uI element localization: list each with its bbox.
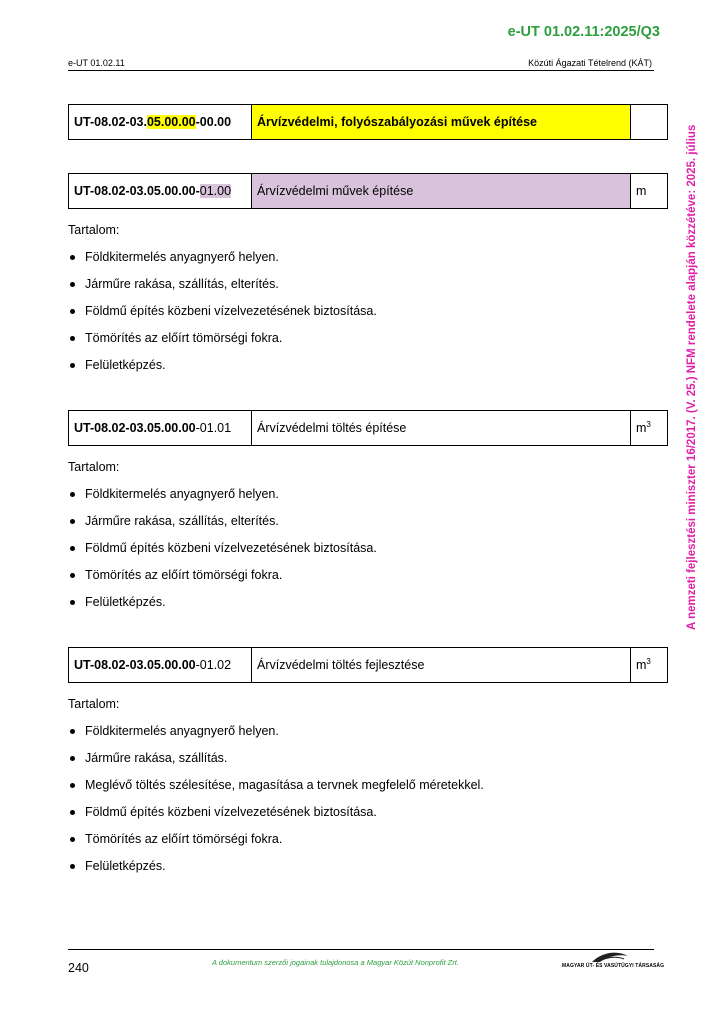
list-item: Felületképzés.: [68, 857, 668, 875]
item-unit: $m^3$: [631, 648, 668, 683]
content-label: Tartalom:: [68, 697, 120, 711]
list-item: Földkitermelés anyagnyerő helyen.: [68, 485, 668, 503]
copyright-notice: A dokumentum szerzői jogainak tulajdonosa a Magyar Közút Nonprofit Zrt.: [212, 958, 459, 967]
list-item: Meglévő töltés szélesítése, magasítása a tervnek megfelelő méretekkel.: [68, 776, 668, 794]
publication-note: A nemzeti fejlesztési miniszter 16/2017. (V. 25.) NFM rendelete alapján közzétéve: 2025. július: [686, 124, 698, 630]
content-section-01-01: [68, 458, 668, 620]
item-title: Árvízvédelmi, folyószabályozási művek építése: [252, 105, 631, 140]
list-item: Járműre rakása, szállítás, elterítés.: [68, 512, 668, 530]
list-item: Felületképzés.: [68, 593, 668, 611]
header-rule: [68, 70, 654, 71]
item-title: Árvízvédelmi töltés építése: [252, 411, 631, 446]
item-code: UT-08.02-03.05.00.00-01.02: [69, 648, 252, 683]
content-label: Tartalom:: [68, 223, 120, 237]
item-title: Árvízvédelmi töltés fejlesztése: [252, 648, 631, 683]
content-section-01-02: [68, 695, 668, 884]
item-code: UT-08.02-03.05.00.00-01.01: [69, 411, 252, 446]
item-code: UT-08.02-03.05.00.00-01.00: [69, 174, 252, 209]
item-code: UT-08.02-03.05.00.00-00.00: [69, 105, 252, 140]
item-code-table-main: [68, 104, 668, 140]
list-item: Földkitermelés anyagnyerő helyen.: [68, 722, 668, 740]
list-item: Tömörítés az előírt tömörségi fokra.: [68, 329, 668, 347]
item-unit: $m^3$: [631, 411, 668, 446]
list-item: Felületképzés.: [68, 356, 668, 374]
list-item: Járműre rakása, szállítás.: [68, 749, 668, 767]
content-list: [68, 722, 668, 875]
item-code-table-01-00: [68, 173, 668, 209]
list-item: Földmű építés közbeni vízelvezetésének biztosítása.: [68, 803, 668, 821]
list-item: Földmű építés közbeni vízelvezetésének biztosítása.: [68, 539, 668, 557]
page-number: 240: [68, 961, 89, 975]
item-title: Árvízvédelmi művek építése: [252, 174, 631, 209]
list-item: Járműre rakása, szállítás, elterítés.: [68, 275, 668, 293]
content-list: [68, 485, 668, 611]
document-code: e-UT 01.02.11:2025/Q3: [507, 24, 660, 40]
item-unit: m: [631, 174, 668, 209]
content-section-01-00: [68, 221, 668, 383]
content-list: [68, 248, 668, 374]
header-right: Közúti Ágazati Tételrend (KÁT): [528, 58, 652, 68]
list-item: Földkitermelés anyagnyerő helyen.: [68, 248, 668, 266]
item-code-table-01-02: [68, 647, 668, 683]
company-logo-text: MAGYAR ÚT- ÉS VASÚTÜGYI TÁRSASÁG: [562, 963, 665, 969]
content-label: Tartalom:: [68, 460, 120, 474]
list-item: Tömörítés az előírt tömörségi fokra.: [68, 566, 668, 584]
item-code-table-01-01: [68, 410, 668, 446]
list-item: Tömörítés az előírt tömörségi fokra.: [68, 830, 668, 848]
item-unit: [631, 105, 668, 140]
list-item: Földmű építés közbeni vízelvezetésének biztosítása.: [68, 302, 668, 320]
header-left: e-UT 01.02.11: [68, 58, 125, 68]
